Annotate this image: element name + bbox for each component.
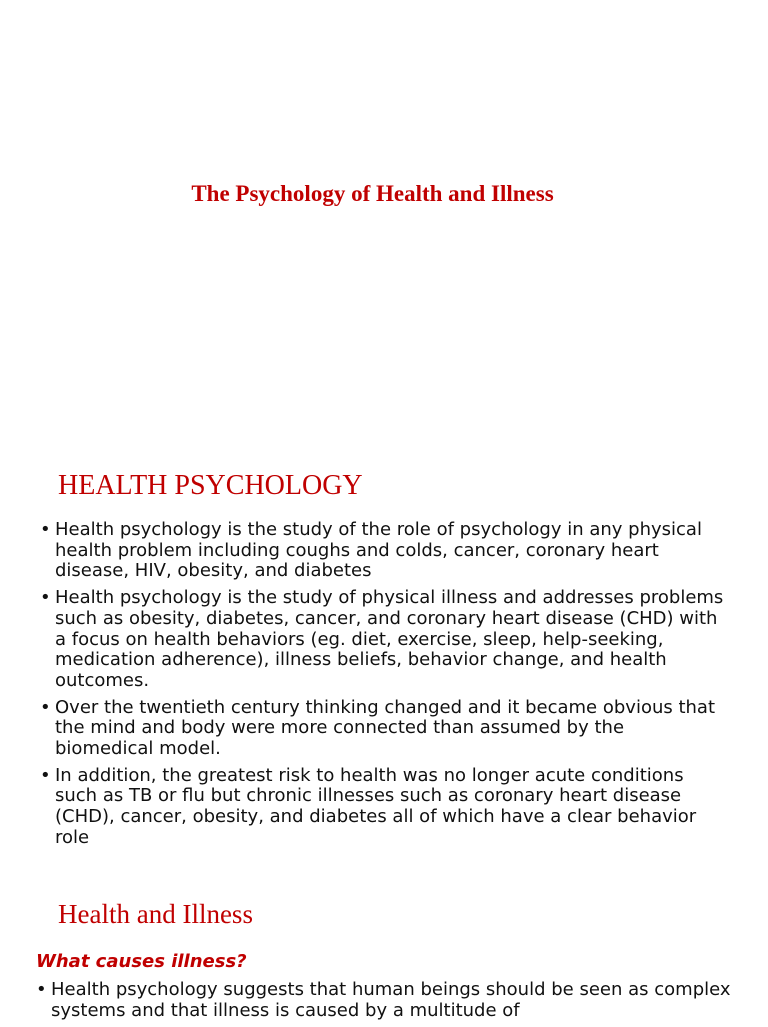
bullet-icon: • [40,696,51,718]
list-item [37,766,727,849]
list-item [33,980,733,1021]
bullet-text: Health psychology suggests that human beings should be seen as complex systems and that illness is caused by a multitude of [51,979,731,1021]
health-and-illness-bullet-list [33,980,733,1027]
bullet-text: In addition, the greatest risk to health was no longer acute conditions such as TB or flu but chronic illnesses such as coronary heart disease (CHD), cancer, obesity, and diabetes all of which have a clear behavior role [55,764,697,848]
section-heading-health-psychology: HEALTH PSYCHOLOGY [58,470,363,501]
bullet-icon: • [36,979,47,1000]
list-item [37,698,727,760]
slide-title: The Psychology of Health and Illness [191,181,554,206]
health-psychology-bullet-list [37,520,727,855]
list-item [37,588,727,692]
bullet-icon: • [40,519,51,540]
subheading-what-causes-illness: What causes illness? [36,951,247,972]
bullet-icon: • [40,764,51,786]
bullet-text: Over the twentieth century thinking changed and it became obvious that the mind and body were more connected than assumed by the biomedical model. [55,696,716,760]
section-heading-health-and-illness: Health and Illness [58,899,253,929]
bullet-icon: • [40,587,51,609]
bullet-text: Health psychology is the study of the role of psychology in any physical health problem including coughs and colds, cancer, coronary heart disease, HIV, obesity, and diabetes [55,519,702,582]
bullet-text: Health psychology is the study of physical illness and addresses problems such as obesity, diabetes, cancer, and coronary heart disease (CHD) with a focus on health behaviors (eg. diet, exercise, sleep, help-seeking, medication adherence), illness beliefs, behavior change, and health outcomes. [55,587,724,691]
list-item [37,520,727,582]
